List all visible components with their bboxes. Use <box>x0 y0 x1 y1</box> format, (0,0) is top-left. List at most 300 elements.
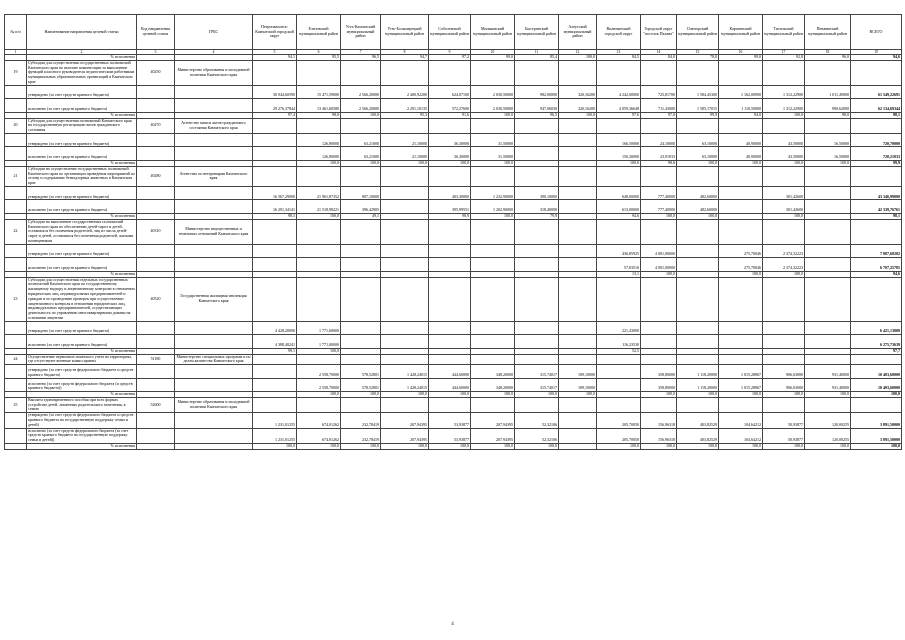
value-cell: 3 891,50000 <box>851 428 902 443</box>
target-code <box>137 85 175 99</box>
grbs-name <box>175 186 253 200</box>
value-cell <box>677 397 719 412</box>
row-number: 21 <box>5 166 27 186</box>
row-number: 24 <box>5 354 27 365</box>
value-cell: 98,9 <box>429 213 471 219</box>
value-cell <box>677 166 719 186</box>
row-number: 19 <box>5 60 27 85</box>
value-cell: 100,0 <box>471 444 515 450</box>
row-label: % исполнения <box>27 112 137 118</box>
table-body <box>5 50 902 450</box>
value-cell: 36,30000 <box>429 133 471 147</box>
value-cell: 100,0 <box>763 112 805 118</box>
value-cell <box>641 397 677 412</box>
value-cell: 2 374,32223 <box>763 258 805 272</box>
value-cell: 97,7 <box>851 348 902 354</box>
value-cell <box>719 397 763 412</box>
value-cell <box>515 219 559 244</box>
value-cell <box>805 321 851 335</box>
value-cell: 98,6 <box>641 160 677 166</box>
value-cell <box>597 365 641 379</box>
value-cell <box>597 397 641 412</box>
value-cell: 1 231,01255 <box>253 428 297 443</box>
value-cell: 21 518,98221 <box>297 200 341 214</box>
value-cell <box>719 60 763 85</box>
value-cell: 613,00000 <box>597 200 641 214</box>
value-cell: 436,85925 <box>597 244 641 258</box>
target-code: 40250 <box>137 60 175 85</box>
value-cell: 100,0 <box>381 392 429 398</box>
value-cell: 126,80000 <box>297 133 341 147</box>
column-number: 19 <box>851 50 902 55</box>
value-cell: 21,10000 <box>381 133 429 147</box>
value-cell <box>851 219 902 244</box>
column-header: Петропавловск-Камчатский городской округ <box>253 15 297 50</box>
value-cell <box>341 118 381 133</box>
value-cell: 100,0 <box>471 213 515 219</box>
value-cell: 807,10000 <box>341 186 381 200</box>
value-cell: 100,0 <box>763 213 805 219</box>
value-cell <box>471 335 515 349</box>
column-header: Усть-Камчатский муниципальный район <box>341 15 381 50</box>
value-cell <box>851 277 902 321</box>
value-cell: 100,0 <box>641 213 677 219</box>
amount-row <box>5 413 902 428</box>
value-cell: 100,0 <box>381 444 429 450</box>
target-code <box>137 200 175 214</box>
value-cell: 2 030,50000 <box>471 85 515 99</box>
value-cell: 100,0 <box>719 160 763 166</box>
column-number: 17 <box>763 50 805 55</box>
column-number: 6 <box>297 50 341 55</box>
row-label: Выплата единовременного пособия при всех формах устройства детей, лишенных родительского попечения, в семью <box>27 397 137 412</box>
value-cell: 674,01262 <box>297 413 341 428</box>
value-cell: 7 087,68202 <box>851 244 902 258</box>
value-cell: 1 202,90000 <box>471 200 515 214</box>
column-header: Городской округ "поселок Палана" <box>641 15 677 50</box>
value-cell: 207,94395 <box>471 428 515 443</box>
row-number <box>5 321 27 335</box>
value-cell: 444,60000 <box>429 378 471 392</box>
value-cell <box>471 244 515 258</box>
value-cell: 50,93877 <box>763 413 805 428</box>
value-cell <box>719 335 763 349</box>
value-cell: 189,10000 <box>559 378 597 392</box>
value-cell <box>515 244 559 258</box>
target-code <box>137 99 175 113</box>
value-cell <box>253 397 297 412</box>
value-cell: 99,1 <box>253 348 297 354</box>
value-cell: 318,40000 <box>515 200 559 214</box>
value-cell: 10 403,60000 <box>851 378 902 392</box>
value-cell: 13 461,60580 <box>297 99 341 113</box>
row-number <box>5 244 27 258</box>
value-cell <box>471 397 515 412</box>
value-cell: 96,0 <box>805 55 851 61</box>
value-cell: 572,27600 <box>429 99 471 113</box>
value-cell: 403,30000 <box>429 186 471 200</box>
target-code <box>137 378 175 392</box>
value-cell <box>381 60 429 85</box>
value-cell <box>253 258 297 272</box>
value-cell: 2 566,20000 <box>341 99 381 113</box>
value-cell: 100,0 <box>677 444 719 450</box>
target-code <box>137 444 175 450</box>
column-number: 13 <box>597 50 641 55</box>
value-cell: 990,62000 <box>805 99 851 113</box>
value-cell <box>805 244 851 258</box>
value-cell <box>559 335 597 349</box>
value-cell <box>763 118 805 133</box>
target-code <box>137 186 175 200</box>
value-cell: 301,42600 <box>763 200 805 214</box>
grbs-name: Агентство записи актов гражданского состояния Камчатского края <box>175 118 253 133</box>
value-cell: 156,96318 <box>641 428 677 443</box>
value-cell: 207,94395 <box>381 428 429 443</box>
column-header: Тигильский муниципальный район <box>763 15 805 50</box>
value-cell <box>471 354 515 365</box>
row-label: Субсидии на выполнение государственных полномочий Камчатского края по обеспечению детей-сирот и детей, оставшихся без попечения родителей, лиц из числа детей-сирот и детей, оставшихся без попечения родителей, жилыми помещениями <box>27 219 137 244</box>
value-cell <box>719 277 763 321</box>
grbs-name: Агентство по ветеринарии Камчатского края <box>175 166 253 186</box>
value-cell <box>559 444 597 450</box>
value-cell: 126,80000 <box>297 147 341 161</box>
amount-row <box>5 133 902 147</box>
value-cell <box>515 147 559 161</box>
value-cell: 482,60000 <box>677 200 719 214</box>
value-cell: 100,0 <box>719 392 763 398</box>
value-cell: 275,70046 <box>719 244 763 258</box>
value-cell: 982,00000 <box>515 85 559 99</box>
value-cell: 2 558,70000 <box>297 378 341 392</box>
value-cell <box>253 166 297 186</box>
value-cell: 4 428,20000 <box>253 321 297 335</box>
value-cell: 156,96318 <box>641 413 677 428</box>
value-cell: 1 118,20000 <box>677 365 719 379</box>
row-label: Субсидии для осуществления государственных полномочий Камчатского края по выплате компенсации за выполнение функций классного руководителя педагогическим работникам муниципальных образовательных организаций в Камчатском крае <box>27 60 137 85</box>
amount-row <box>5 99 902 113</box>
value-cell: 578,52801 <box>341 365 381 379</box>
value-cell: 100,0 <box>297 213 341 219</box>
grbs-name <box>175 428 253 443</box>
value-cell: 98,0 <box>805 112 851 118</box>
value-cell: 98,3 <box>253 213 297 219</box>
row-label: утверждено (за счет средств федерального бюджета и средств краевого бюджета) <box>27 365 137 379</box>
value-cell: 1 312,22900 <box>763 99 805 113</box>
value-cell: 21,10000 <box>381 147 429 161</box>
value-cell: 720,70000 <box>851 133 902 147</box>
value-cell <box>297 244 341 258</box>
value-cell: 100,0 <box>341 160 381 166</box>
target-code: 40310 <box>137 219 175 244</box>
value-cell <box>719 354 763 365</box>
value-cell <box>641 60 677 85</box>
value-cell <box>763 166 805 186</box>
budget-table <box>4 14 902 450</box>
value-cell: 16 567,29000 <box>253 186 297 200</box>
value-cell: 100,0 <box>297 348 341 354</box>
value-cell <box>471 258 515 272</box>
row-label: Субсидии на осуществление государственных полномочий Камчатского края по организации проведения мероприятий по отлову и содержанию безнадзорных животных в Камчатском крае <box>28 166 135 186</box>
value-cell <box>805 219 851 244</box>
value-cell: 100,0 <box>297 160 341 166</box>
value-cell <box>559 186 597 200</box>
value-cell: 85,4 <box>515 55 559 61</box>
target-code: 51180 <box>137 354 175 365</box>
value-cell <box>515 277 559 321</box>
value-cell <box>429 166 471 186</box>
value-cell: 6 707,25785 <box>851 258 902 272</box>
grbs-name <box>175 200 253 214</box>
value-cell <box>341 321 381 335</box>
value-cell <box>677 277 719 321</box>
row-number <box>5 99 27 113</box>
amount-row <box>5 321 902 335</box>
value-cell <box>641 118 677 133</box>
value-cell <box>559 60 597 85</box>
value-cell: 97,2 <box>429 55 471 61</box>
section-row <box>5 60 902 85</box>
amount-row <box>5 85 902 99</box>
value-cell <box>515 60 559 85</box>
target-code <box>137 147 175 161</box>
column-number: 14 <box>641 50 677 55</box>
target-code <box>137 133 175 147</box>
target-code: 40270 <box>137 118 175 133</box>
value-cell: 482,60000 <box>677 186 719 200</box>
value-cell <box>677 335 719 349</box>
row-label: Осуществление первичного воинского учета на территориях, где отсутствуют военные комиссариаты <box>27 354 137 365</box>
value-cell <box>763 60 805 85</box>
value-cell: 43 346,99000 <box>851 186 902 200</box>
value-cell: 120,00255 <box>805 413 851 428</box>
value-cell <box>559 397 597 412</box>
value-cell: 98,1 <box>851 112 902 118</box>
value-cell: 100,0 <box>559 112 597 118</box>
value-cell: 100,0 <box>719 271 763 277</box>
value-cell: 232,78419 <box>341 428 381 443</box>
table-header-row <box>5 15 902 50</box>
row-label: % исполнения <box>27 348 137 354</box>
value-cell <box>805 118 851 133</box>
value-cell <box>805 166 851 186</box>
value-cell: 1 118,20000 <box>677 378 719 392</box>
value-cell <box>641 166 677 186</box>
value-cell: 4 059,36648 <box>597 99 641 113</box>
value-cell: 24,10000 <box>641 133 677 147</box>
value-cell: 100,0 <box>471 160 515 166</box>
grbs-name <box>175 258 253 272</box>
value-cell <box>677 258 719 272</box>
value-cell <box>253 244 297 258</box>
grbs-name: Министерство образования и молодежной политики Камчатского края <box>175 60 253 85</box>
value-cell <box>559 166 597 186</box>
value-cell: 100,0 <box>341 444 381 450</box>
value-cell: 100,0 <box>297 392 341 398</box>
column-number: 3 <box>137 50 175 55</box>
column-header: Наименование направления целевой статьи <box>27 15 137 50</box>
value-cell: 100,0 <box>805 392 851 398</box>
value-cell: 100,0 <box>719 444 763 450</box>
value-cell <box>597 277 641 321</box>
value-cell: 62 134,69344 <box>851 99 902 113</box>
value-cell: 30 044,60590 <box>253 85 297 99</box>
value-cell: 1 011,49000 <box>805 85 851 99</box>
column-number: 15 <box>677 50 719 55</box>
value-cell: 1 428,24015 <box>381 365 429 379</box>
value-cell <box>805 258 851 272</box>
grbs-name <box>175 99 253 113</box>
value-cell: 1 015,28867 <box>719 378 763 392</box>
value-cell: 2 374,32223 <box>763 244 805 258</box>
value-cell: 2 400,92200 <box>381 85 429 99</box>
row-number <box>5 186 27 200</box>
value-cell <box>641 354 677 365</box>
value-cell: 648,00000 <box>597 186 641 200</box>
section-row <box>5 118 902 133</box>
value-cell <box>805 397 851 412</box>
row-number: 20 <box>5 118 27 133</box>
value-cell <box>341 244 381 258</box>
value-cell <box>341 335 381 349</box>
row-number: 25 <box>5 397 27 412</box>
value-cell: 320,16200 <box>559 85 597 99</box>
value-cell: 104,64212 <box>719 428 763 443</box>
value-cell <box>805 335 851 349</box>
value-cell <box>851 60 902 85</box>
value-cell <box>471 277 515 321</box>
column-header: Вилючинский городской округ <box>597 15 641 50</box>
value-cell: 100,0 <box>515 444 559 450</box>
value-cell: 53,93877 <box>429 428 471 443</box>
value-cell <box>341 397 381 412</box>
value-cell: 95,5 <box>297 55 341 61</box>
grbs-name: Министерство образования и молодежной политики Камчатского края <box>175 397 253 412</box>
value-cell <box>341 258 381 272</box>
column-number: 16 <box>719 50 763 55</box>
value-cell <box>471 321 515 335</box>
row-label: % исполнения <box>27 392 137 398</box>
value-cell <box>341 354 381 365</box>
value-cell <box>253 354 297 365</box>
value-cell: 52,32106 <box>515 428 559 443</box>
value-cell: 1 110,50000 <box>719 99 763 113</box>
value-cell: 1 232,90000 <box>471 186 515 200</box>
value-cell: 578,52801 <box>341 378 381 392</box>
row-label: утверждено (за счет средств краевого бюджета) <box>27 85 137 99</box>
row-label: Субсидии для осуществления отдельных государственных полномочий Камчатского края по государственному жилищному надзору и лицензионному контролю в отношении юридических лиц, индивидуальных предпринимателей и граждан и по проведению проверок при осуществлении лицензионного контроля в отношении юридических лиц, индивидуальных предпринимателей, осуществляющих деятельность по управлению многоквартирными домами на основании лицензии <box>28 277 135 320</box>
value-cell <box>851 397 902 412</box>
value-cell: 96,5 <box>515 112 559 118</box>
value-cell: 15 471,59000 <box>297 85 341 99</box>
value-cell: 96,5 <box>341 55 381 61</box>
row-number <box>5 133 27 147</box>
value-cell: 315,74017 <box>515 378 559 392</box>
value-cell: 16,50000 <box>805 147 851 161</box>
value-cell: 100,0 <box>597 160 641 166</box>
value-cell: 207,94395 <box>381 413 429 428</box>
grbs-name: Министерство специальных программ и по делам казачества Камчатского края <box>176 354 251 364</box>
value-cell <box>763 354 805 365</box>
value-cell <box>559 133 597 147</box>
value-cell: 2 566,20000 <box>341 85 381 99</box>
value-cell <box>559 258 597 272</box>
value-cell <box>641 335 677 349</box>
value-cell <box>253 277 297 321</box>
value-cell: 10 403,60000 <box>851 365 902 379</box>
value-cell <box>851 354 902 365</box>
column-header: Быстринский муниципальный район <box>515 15 559 50</box>
column-number: 8 <box>381 50 429 55</box>
section-row <box>5 354 902 365</box>
value-cell <box>341 60 381 85</box>
value-cell: 16,50000 <box>805 133 851 147</box>
row-label: Субсидии для осуществления полномочий Камчатского края на государственную регистрацию актов гражданского состояния <box>27 118 137 133</box>
value-cell: 29 276,37844 <box>253 99 297 113</box>
row-number: 22 <box>5 219 27 244</box>
value-cell: 1 312,22900 <box>763 85 805 99</box>
target-code <box>137 428 175 443</box>
target-code <box>137 365 175 379</box>
amount-row <box>5 378 902 392</box>
value-cell: 23,91033 <box>641 147 677 161</box>
value-cell <box>471 60 515 85</box>
value-cell: 100,0 <box>341 112 381 118</box>
column-header: Соболевский муниципальный район <box>429 15 471 50</box>
value-cell: 99,0 <box>471 55 515 61</box>
value-cell: 13,1 <box>597 271 641 277</box>
value-cell: 100,0 <box>677 160 719 166</box>
value-cell: 1 771,60000 <box>297 321 341 335</box>
value-cell: 100,0 <box>851 392 902 398</box>
section-row <box>5 219 902 244</box>
grbs-name: Министерство имущественных и земельных отношений Камчатского края <box>175 219 253 244</box>
value-cell: 777,40000 <box>641 186 677 200</box>
value-cell: 16 291,34141 <box>253 200 297 214</box>
value-cell <box>597 118 641 133</box>
row-label: исполнено (за счет средств краевого бюджета) <box>27 99 137 113</box>
row-number: 23 <box>5 277 27 321</box>
column-header: Мильковский муниципальный район <box>471 15 515 50</box>
value-cell <box>559 413 597 428</box>
page-number: 4 <box>451 622 454 627</box>
value-cell: 1 585,17015 <box>677 99 719 113</box>
amount-row <box>5 428 902 443</box>
row-number <box>5 200 27 214</box>
value-cell <box>641 277 677 321</box>
value-cell <box>515 118 559 133</box>
value-cell: 53,93877 <box>429 413 471 428</box>
value-cell: 92,8 <box>763 55 805 61</box>
value-cell <box>559 277 597 321</box>
value-cell: 100,0 <box>515 392 559 398</box>
column-header: Усть-Большерецкий муниципальный район <box>381 15 429 50</box>
value-cell <box>297 258 341 272</box>
value-cell: 100,0 <box>429 392 471 398</box>
column-number: 12 <box>559 50 597 55</box>
value-cell: 84,5 <box>597 55 641 61</box>
value-cell <box>559 244 597 258</box>
value-cell <box>381 200 429 214</box>
value-cell <box>429 397 471 412</box>
amount-row <box>5 147 902 161</box>
grbs-name <box>175 244 253 258</box>
value-cell: 2 030,50000 <box>471 99 515 113</box>
value-cell <box>677 321 719 335</box>
value-cell <box>341 166 381 186</box>
value-cell: 43,50000 <box>763 133 805 147</box>
value-cell <box>763 219 805 244</box>
